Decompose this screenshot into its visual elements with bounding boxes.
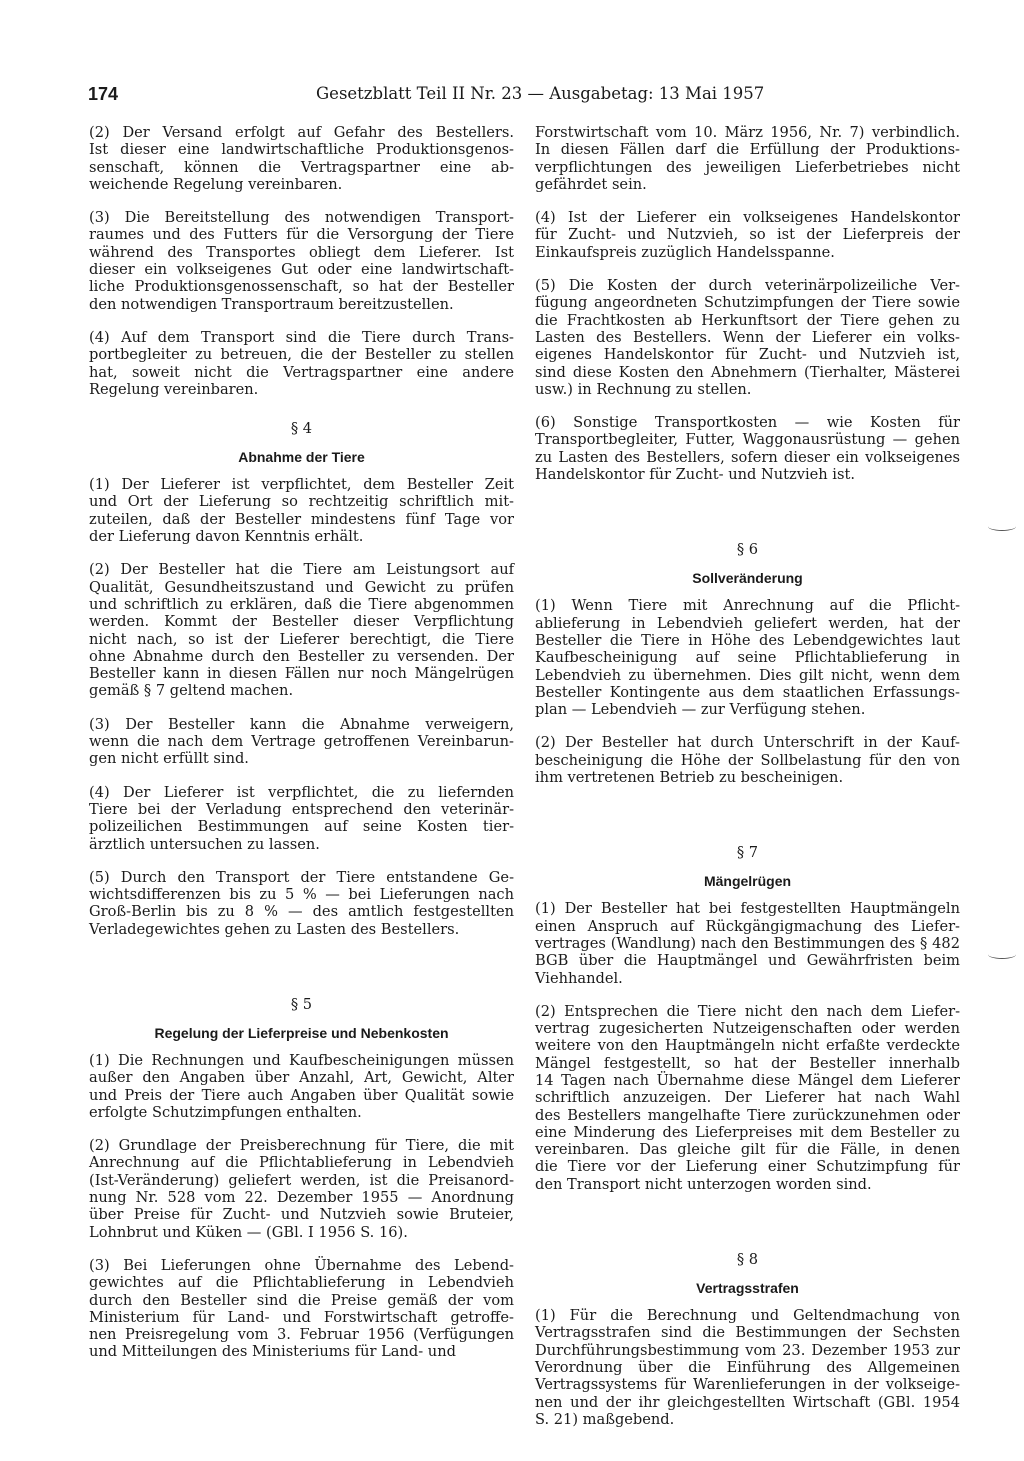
text-line: und Mitteilungen des Ministeriums für Land- und xyxy=(89,1343,456,1361)
text-line: (3) Die Bereitstellung des notwendigen Transport- xyxy=(89,209,514,227)
text-line: Kaufbescheinigung auf seine Pflichtablieferung in xyxy=(535,649,960,667)
section-heading: Mängelrügen xyxy=(703,873,792,890)
text-line: wenn die nach dem Vertrage getroffenen Vereinbarun- xyxy=(89,733,514,751)
paragraph xyxy=(89,784,514,853)
text-line: nicht nach, so ist der Lieferer berechtigt, die Tiere xyxy=(89,630,514,648)
text-line: 14 Tagen nach Übernahme diese Mängel dem Lieferer xyxy=(535,1071,960,1089)
text-line: Besteller Kontingente aus dem staatlichen Erfassungs- xyxy=(535,683,960,701)
text-line: weitere von den Hauptmängeln nicht erfaßte verdeckte xyxy=(535,1037,960,1055)
text-line: Ministerium für Land- und Forstwirtschaft getroffe- xyxy=(89,1308,514,1326)
paragraph xyxy=(89,124,514,193)
text-line: Einkaufspreis zuzüglich Handelsspanne. xyxy=(535,243,835,261)
text-line: plan — Lebendvieh — zur Verfügung stehen. xyxy=(535,701,866,719)
text-line: ablieferung in Lebendvieh geliefert werden, hat der xyxy=(535,614,960,632)
text-line: die Tiere vor der Lieferung einer Schutzimpfung für xyxy=(535,1158,960,1176)
text-line: S. 21) maßgebend. xyxy=(535,1410,675,1428)
section-heading: Vertragsstrafen xyxy=(696,1280,799,1297)
text-line: Viehhandel. xyxy=(535,969,623,987)
text-line: während des Transportes obliegt dem Lieferer. Ist xyxy=(89,243,514,261)
text-line: und Ort der Lieferung so rechtzeitig schriftlich mit- xyxy=(89,493,514,511)
text-line: (5) Durch den Transport der Tiere entstandene Ge- xyxy=(89,868,514,886)
text-line: des Bestellers mangelhafte Tiere zurückzunehmen oder xyxy=(535,1106,960,1124)
text-line: usw.) in Rechnung zu stellen. xyxy=(535,380,752,398)
text-line: (3) Bei Lieferungen ohne Übernahme des Lebend- xyxy=(89,1256,514,1274)
paragraph xyxy=(535,124,960,193)
text-line: (4) Auf dem Transport sind die Tiere durch Trans- xyxy=(89,328,514,346)
text-line: In diesen Fällen darf die Erfüllung der Produktions- xyxy=(535,141,960,159)
text-line: außer den Angaben über Anzahl, Art, Gewicht, Alter xyxy=(89,1069,514,1087)
text-line: der Lieferung davon Kenntnis erhält. xyxy=(89,528,364,546)
text-line: (1) Der Besteller hat bei festgestellten Hauptmängeln xyxy=(535,900,960,918)
paragraph xyxy=(89,329,514,398)
text-line: Vertragsstrafen sind die Bestimmungen der Sechsten xyxy=(535,1324,960,1342)
text-line: polizeilichen Bestimmungen auf seine Kosten tier- xyxy=(89,818,514,836)
text-line: gewichtes auf die Pflichtablieferung in Lebendvieh xyxy=(89,1274,514,1292)
text-line: Groß-Berlin bis zu 8 % — des amtlich festgestellten xyxy=(89,903,514,921)
text-line: Regelung vereinbaren. xyxy=(89,380,259,398)
text-line: durch den Besteller sind die Preise gemäß der vom xyxy=(89,1291,514,1309)
text-line: Verordnung über die Einführung des Allgemeinen xyxy=(535,1358,960,1376)
text-line: vertrag zugesicherten Nutzeigenschaften oder werden xyxy=(535,1020,960,1038)
text-line: gefährdet sein. xyxy=(535,175,647,193)
paragraph xyxy=(89,561,514,699)
text-line: erfolgte Schutzimpfungen enthalten. xyxy=(89,1103,362,1121)
text-line: Lasten des Bestellers. Wenn der Lieferer ein volks- xyxy=(535,328,960,346)
text-line: nen Preisregelung vom 3. Februar 1956 (Verfügungen xyxy=(89,1326,514,1344)
text-line: gen nicht erfüllt sind. xyxy=(89,750,249,768)
paragraph xyxy=(89,1257,514,1361)
text-line: schriftlich anzuzeigen. Der Lieferer hat nach Wahl xyxy=(535,1089,960,1107)
paragraph xyxy=(89,869,514,938)
section-heading: Abnahme der Tiere xyxy=(238,449,365,466)
text-line: Handelskontor für Zucht- und Nutzvieh ist. xyxy=(535,466,855,484)
text-line: (3) Der Besteller kann die Abnahme verweigern, xyxy=(89,715,514,733)
paragraph xyxy=(535,1003,960,1193)
text-line: verpflichtungen des jeweiligen Lieferbetriebes nicht xyxy=(535,158,960,176)
text-line: Forstwirtschaft vom 10. März 1956, Nr. 7) verbindlich. xyxy=(535,124,960,141)
text-line: ohne Abnahme durch den Besteller zu versenden. Der xyxy=(89,647,514,665)
text-line: für Zucht- und Nutzvieh, so ist der Lieferpreis der xyxy=(535,226,960,244)
page-number: 174 xyxy=(88,84,119,104)
text-line: BGB über die Hauptmängel und Gewährfristen beim xyxy=(535,952,960,970)
text-line: die Frachtkosten ab Herkunftsort der Tiere gehen zu xyxy=(535,311,960,329)
paragraph xyxy=(535,597,960,718)
paragraph xyxy=(535,277,960,398)
text-line: (Ist-Veränderung) geliefert werden, ist die Preisanord- xyxy=(89,1171,514,1189)
paragraph xyxy=(535,414,960,483)
text-line: weichende Regelung vereinbaren. xyxy=(89,175,343,193)
text-line: (4) Ist der Lieferer ein volkseigenes Handelskontor xyxy=(535,209,960,227)
text-line: (2) Der Besteller hat durch Unterschrift in der Kauf- xyxy=(535,734,960,752)
text-line: Mängel festgestellt, so hat der Besteller innerhalb xyxy=(535,1054,960,1072)
text-line: werden. Kommt der Besteller dieser Verpflichtung xyxy=(89,613,514,631)
text-line: (5) Die Kosten der durch veterinärpolizeiliche Ver- xyxy=(535,277,960,295)
text-line: raumes und des Futters für die Versorgung der Tiere xyxy=(89,226,514,244)
text-line: Vertragssystems für Warenlieferungen in der volkseige- xyxy=(535,1376,960,1394)
text-line: Ist dieser eine landwirtschaftliche Produktionsgenos- xyxy=(89,141,514,159)
text-line: (2) Grundlage der Preisberechnung für Tiere, die mit xyxy=(89,1137,514,1155)
section-heading: Regelung der Lieferpreise und Nebenkosten xyxy=(154,1024,449,1041)
text-line: (2) Entsprechen die Tiere nicht den nach dem Liefer- xyxy=(535,1002,960,1020)
section-number: § 6 xyxy=(736,541,759,559)
text-line: Lebendvieh zu übernehmen. Dies gilt nicht, wenn dem xyxy=(535,666,960,684)
text-line: senschaft, können die Vertragspartner eine ab- xyxy=(89,158,514,176)
text-line: Besteller kann in diesen Fällen nur noch Mängelrügen xyxy=(89,665,514,683)
paragraph xyxy=(89,716,514,768)
text-line: den notwendigen Transportraum bereitzustellen. xyxy=(89,295,454,313)
text-line: (4) Der Lieferer ist verpflichtet, die zu liefernden xyxy=(89,783,514,801)
text-line: zuteilen, daß der Besteller mindestens fünf Tage vor xyxy=(89,510,514,528)
section-heading: Sollveränderung xyxy=(692,570,803,587)
text-line: einen Anspruch auf Rückgängigmachung des Liefer- xyxy=(535,917,960,935)
text-line: ärztlich untersuchen zu lassen. xyxy=(89,835,320,853)
text-line: Qualität, Gesundheitszustand und Gewicht zu prüfen xyxy=(89,578,514,596)
left-column xyxy=(89,124,514,1377)
text-line: wichtsdifferenzen bis zu 5 % — bei Lieferungen nach xyxy=(89,886,514,904)
text-line: vereinbaren. Das gleiche gilt für die Fälle, in denen xyxy=(535,1141,960,1159)
text-line: (2) Der Versand erfolgt auf Gefahr des Bestellers. xyxy=(89,124,514,141)
text-line: nen und der ihr gleichgestellten Wirtschaft (GBl. 1954 xyxy=(535,1393,960,1411)
text-line: (6) Sonstige Transportkosten — wie Kosten für xyxy=(535,414,960,432)
paragraph xyxy=(535,734,960,786)
text-line: eigenes Handelskontor für Zucht- und Nutzvieh ist, xyxy=(535,346,960,364)
text-line: hat, soweit nicht die Vertragspartner eine andere xyxy=(89,363,514,381)
text-line: vertrages (Wandlung) nach den Bestimmungen des § 482 xyxy=(535,934,960,952)
text-line: (2) Der Besteller hat die Tiere am Leistungsort auf xyxy=(89,561,514,579)
text-line: (1) Die Rechnungen und Kaufbescheinigungen müssen xyxy=(89,1051,514,1069)
margin-mark xyxy=(988,522,1016,531)
text-line: ihm vertretenen Betrieb zu bescheinigen. xyxy=(535,769,844,787)
text-line: Verladegewichtes gehen zu Lasten des Bestellers. xyxy=(89,920,460,938)
paragraph xyxy=(89,1137,514,1241)
text-line: bescheinigung die Höhe der Sollbelastung für den von xyxy=(535,751,960,769)
text-line: Lohnbrut und Küken — (GBl. I 1956 S. 16). xyxy=(89,1223,408,1241)
text-line: Durchführungsbestimmung vom 23. Dezember 1953 zur xyxy=(535,1341,960,1359)
text-line: (1) Der Lieferer ist verpflichtet, dem Besteller Zeit xyxy=(89,476,514,494)
text-line: dieser ein volkseigenes Gut oder eine landwirtschaft- xyxy=(89,261,514,279)
text-line: (1) Wenn Tiere mit Anrechnung auf die Pflicht- xyxy=(535,597,960,615)
paragraph xyxy=(89,476,514,545)
text-line: zu Lasten des Bestellers, sofern dieser ein volkseigenes xyxy=(535,448,960,466)
running-title: Gesetzblatt Teil II Nr. 23 — Ausgabetag: 13 Mai 1957 xyxy=(316,84,765,103)
text-line: Transportbegleiter, Futter, Waggonausrüstung — gehen xyxy=(535,431,960,449)
section-number: § 8 xyxy=(736,1251,759,1269)
text-line: Tiere bei der Verladung entsprechend den veterinär- xyxy=(89,800,514,818)
text-line: den Transport nicht unterzogen worden sind. xyxy=(535,1175,872,1193)
paragraph xyxy=(89,209,514,313)
text-line: fügung angeordneten Schutzimpfungen der Tiere sowie xyxy=(535,294,960,312)
text-line: liche Produktionsgenossenschaft, so hat der Besteller xyxy=(89,278,514,296)
text-line: Anrechnung auf die Pflichtablieferung in Lebendvieh xyxy=(89,1154,514,1172)
page-header xyxy=(88,82,958,114)
text-line: eine Minderung des Lieferpreises mit dem Besteller zu xyxy=(535,1123,960,1141)
text-line: portbegleiter zu betreuen, die der Besteller zu stellen xyxy=(89,346,514,364)
text-line: und schriftlich zu erklären, daß die Tiere abgenommen xyxy=(89,595,514,613)
text-line: gemäß § 7 geltend machen. xyxy=(89,682,294,700)
section-number: § 4 xyxy=(290,420,313,438)
text-line: sind diese Kosten den Abnehmern (Tierhalter, Mästerei xyxy=(535,363,960,381)
text-line: nung Nr. 528 vom 22. Dezember 1955 — Anordnung xyxy=(89,1189,514,1207)
section-number: § 7 xyxy=(736,844,759,862)
paragraph xyxy=(89,1052,514,1121)
text-line: Besteller die Tiere in Höhe des Lebendgewichtes laut xyxy=(535,631,960,649)
text-line: und Preis der Tiere auch Angaben über Qualität sowie xyxy=(89,1086,514,1104)
right-column xyxy=(535,124,960,1444)
paragraph xyxy=(535,209,960,261)
paragraph xyxy=(535,1307,960,1428)
paragraph xyxy=(535,900,960,986)
margin-mark xyxy=(988,950,1016,959)
text-line: über Preise für Zucht- und Nutzvieh sowie Bruteier, xyxy=(89,1206,514,1224)
text-line: (1) Für die Berechnung und Geltendmachung von xyxy=(535,1307,960,1325)
section-number: § 5 xyxy=(290,995,313,1013)
